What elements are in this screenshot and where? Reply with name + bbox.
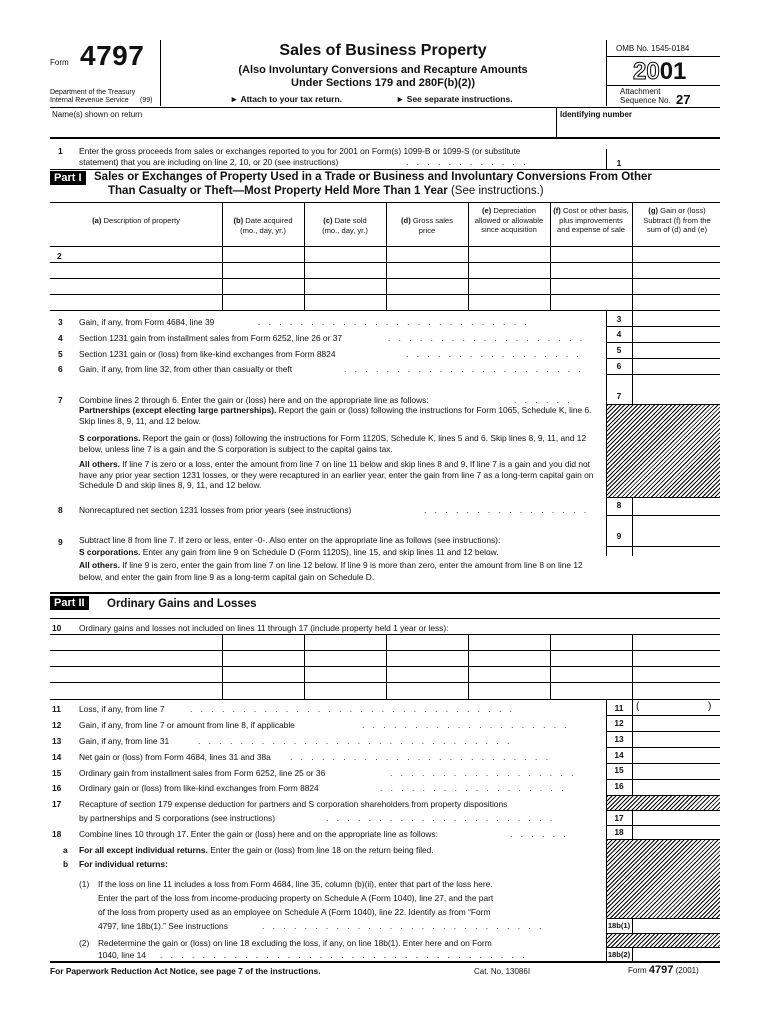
part-1-title-2-suffix: (See instructions.) — [450, 185, 544, 197]
line-13-text: Gain, if any, from line 31 — [79, 736, 170, 746]
form-label: Form — [50, 58, 69, 67]
line-17-shaded-area — [607, 796, 720, 810]
attach-instruction: ► Attach to your tax return. — [230, 94, 342, 104]
year-rule — [606, 85, 720, 86]
line-14-amount-field[interactable] — [632, 748, 720, 763]
omb-number: OMB No. 1545-0184 — [616, 44, 690, 53]
line-4-box-label: 4 — [616, 329, 622, 339]
line-1-bottom-rule — [50, 169, 720, 170]
line-8-amount-field[interactable] — [632, 498, 720, 515]
footer-form-number: 4797 — [648, 964, 674, 976]
line-6-box-label: 6 — [616, 361, 622, 371]
line-10-row-4[interactable] — [50, 699, 720, 700]
line-3-amount-field[interactable] — [632, 311, 720, 326]
part-1-title-1: Sales or Exchanges of Property Used in a Trade or Business and Involuntary Conversions From Other — [94, 171, 652, 183]
line-9-amount-field[interactable] — [632, 529, 720, 546]
catalog-number: Cat. No. 13086I — [474, 967, 531, 976]
line-18b2-text-1: Redetermine the gain or (loss) on line 18 excluding the loss, if any, on line 18b(1). Enter here and on Form — [98, 938, 492, 948]
line-18-text: Combine lines 10 through 17. Enter the gain or (loss) here and on the appropriate line as follows: — [79, 829, 438, 839]
tax-year-outline: 20 — [633, 58, 660, 85]
line-6-box-rule — [606, 374, 720, 375]
line-18b-head: For individual returns: — [79, 859, 168, 869]
line-18b2-text-2: 1040, line 14 — [98, 950, 146, 960]
line-5-amount-field[interactable] — [632, 343, 720, 358]
line-7-box-label: 7 — [616, 391, 622, 401]
line-7-all-others-text: If line 7 is zero or a loss, enter the amount from line 7 on line 11 below and skip lines 8 and 9. If line 7 is a gain and you did not have any prior year section 1231 losses, or they were recaptured in an earlier year, enter the gain from line 7 as a long-term capital gain on Schedule D and skip lines 8, 9, 11, and 12 below. — [79, 459, 594, 491]
line-16-dots: . . . . . . . . . . . . . . . . . . — [380, 783, 567, 793]
names-field[interactable] — [50, 120, 556, 137]
col-header-e: (e) Depreciation allowed or allowable since acquisition — [474, 206, 544, 234]
line-18-dots: . . . . . . — [510, 829, 569, 839]
line-7-all-others — [79, 459, 594, 491]
line-11-paren-open: ( — [636, 701, 640, 712]
form-bottom-rule — [50, 961, 720, 963]
id-label: Identifying number — [560, 110, 632, 119]
see-instructions: ► See separate instructions. — [396, 94, 513, 104]
line-16-box-label: 16 — [614, 781, 624, 791]
form-subtitle-2: Under Sections 179 and 280F(b)(2)) — [291, 77, 475, 89]
part-1-title-2-main: Than Casualty or Theft—Most Property Held More Than 1 Year — [108, 185, 448, 197]
line-18b1-text-4: 4797, line 18b(1).” See instructions — [98, 921, 228, 931]
line-7-number: 7 — [58, 395, 63, 405]
line-6-number: 6 — [58, 364, 63, 374]
line-15-box-label: 15 — [614, 765, 624, 775]
line-10-col-g — [632, 634, 633, 700]
line-7-partnerships-head: Partnerships (except electing large partnerships). — [79, 405, 277, 415]
line-2-row-1[interactable] — [50, 262, 720, 263]
line-18b1-number: (1) — [79, 879, 90, 889]
line-3-text: Gain, if any, from Form 4684, line 39 — [79, 317, 215, 327]
line-16-amount-field[interactable] — [632, 780, 720, 795]
line-10-col-e — [468, 634, 469, 700]
line-14-text: Net gain or (loss) from Form 4684, lines 31 and 38a — [79, 752, 271, 762]
line-9-s-corp-text: Enter any gain from line 9 on Schedule D (Form 1120S), line 15, and skip lines 11 and 12 below. — [142, 547, 499, 557]
line-16-number: 16 — [52, 783, 62, 793]
line-18-number: 18 — [52, 829, 62, 839]
col-header-c: (c) Date sold (mo., day, yr.) — [322, 216, 368, 235]
line-10-row-1[interactable] — [50, 650, 720, 651]
form-title: Sales of Business Property — [279, 42, 487, 59]
line-7-shaded-area — [607, 405, 720, 497]
line-18b2-box-label: 18b(2) — [607, 950, 631, 959]
line-7-dots: . . . . . . — [514, 395, 573, 405]
line-7-partnerships-text: Report the gain or (loss) following the instructions for Form 1065, Schedule K, line 6. Skip lines 8, 9, 11, and 12 below. — [79, 405, 592, 426]
line-2-row-3[interactable] — [50, 294, 720, 295]
line-11-box-label: 11 — [614, 703, 624, 713]
col-header-b: (b) Date acquired (mo., day, yr.) — [233, 216, 293, 235]
tax-year-bold: 01 — [659, 58, 687, 85]
line-10-col-b — [222, 634, 223, 700]
line-18b-letter: b — [63, 859, 69, 869]
line-5-dots: . . . . . . . . . . . . . . . . . — [406, 349, 582, 359]
line-7-s-corp-head: S corporations. — [79, 433, 141, 443]
col-header-d: (d) Gross sales price — [401, 216, 453, 235]
part-2-title-rule — [50, 618, 720, 619]
line-3-dots: . . . . . . . . . . . . . . . . . . . . . . . . . . — [258, 317, 530, 327]
col-header-g: (g) Gain or (loss) Subtract (f) from the sum of (d) and (e) — [643, 206, 711, 234]
line-13-amount-field[interactable] — [632, 732, 720, 747]
line-2-row-2[interactable] — [50, 278, 720, 279]
line-18b1-text-1: If the loss on line 11 includes a loss from Form 4684, line 35, column (b)(ii), enter that part of the loss here. — [98, 879, 493, 889]
tax-year — [633, 58, 686, 86]
id-divider — [556, 107, 557, 138]
line-9-number: 9 — [58, 537, 63, 547]
sequence-number: 27 — [676, 92, 691, 107]
line-9-box-label: 9 — [616, 531, 622, 541]
line-8-dots: . . . . . . . . . . . . . . . . — [424, 505, 590, 515]
line-7-amount-field[interactable] — [632, 389, 720, 404]
line-17-dots: . . . . . . . . . . . . . . . . . . . . . . — [326, 813, 556, 823]
line-4-text: Section 1231 gain from installment sales from Form 6252, line 26 or 37 — [79, 333, 343, 343]
part-1-bottom-rule — [50, 592, 720, 594]
line-9-all-others-text-1: If line 9 is zero, enter the gain from line 7 on line 12 below. If line 9 is more than zero, enter the amount from line 8 on line 12 — [122, 560, 583, 570]
line-18b2-shaded-area — [607, 934, 720, 947]
line-17-text-2: by partnerships and S corporations (see instructions) — [79, 813, 275, 823]
line-6-dots: . . . . . . . . . . . . . . . . . . . . . . . — [344, 364, 584, 374]
omb-rule — [606, 56, 720, 57]
line-18a-letter: a — [63, 845, 68, 855]
line-10-col-d — [386, 634, 387, 700]
line-12-amount-field[interactable] — [632, 716, 720, 731]
line-12-text: Gain, if any, from line 7 or amount from line 8, if applicable — [79, 720, 295, 730]
line-6-amount-field[interactable] — [632, 359, 720, 374]
line-18b2-number: (2) — [79, 938, 90, 948]
line-7-text: Combine lines 2 through 6. Enter the gain or (loss) here and on the appropriate line as follows: — [79, 395, 429, 405]
line-10-header-rule — [50, 634, 720, 635]
line-7-partnerships — [79, 405, 594, 426]
line-10-text: Ordinary gains and losses not included on lines 11 through 17 (include property held 1 year or less): — [79, 623, 449, 633]
line-11-number: 11 — [52, 704, 61, 714]
form-number: 4797 — [80, 40, 145, 71]
line-8-text: Nonrecaptured net section 1231 losses from prior years (see instructions) — [79, 505, 352, 515]
line-15-text: Ordinary gain from installment sales from Form 6252, line 25 or 36 — [79, 768, 326, 778]
line-7-all-others-head: All others. — [79, 459, 120, 469]
names-label: Name(s) shown on return — [52, 110, 143, 119]
line-18b1-dots: . . . . . . . . . . . . . . . . . . . . . . . . . . . — [262, 921, 545, 931]
part-1-title-2 — [108, 185, 544, 197]
line-12-dots: . . . . . . . . . . . . . . . . . . . . — [362, 720, 570, 730]
line-18b1-box-label: 18b(1) — [607, 921, 631, 930]
line-18b1-text-2: Enter the part of the loss from income-producing property on Schedule A (Form 1040), line 27, and the part — [98, 893, 494, 903]
line-5-box-label: 5 — [616, 345, 622, 355]
header-divider-right — [606, 40, 607, 106]
header-bottom-rule — [50, 107, 720, 108]
form-subtitle-1: (Also Involuntary Conversions and Recapture Amounts — [238, 64, 528, 76]
part-2-badge: Part II — [50, 596, 89, 610]
line-18-amount-field[interactable] — [632, 826, 720, 839]
line-17-text-1: Recapture of section 179 expense deduction for partners and S corporation shareholders from property dispositions — [79, 799, 508, 809]
line-2-row-4[interactable] — [50, 310, 720, 311]
line-10-row-2[interactable] — [50, 666, 720, 667]
line-15-amount-field[interactable] — [632, 764, 720, 779]
line-18-shaded-area — [607, 840, 720, 918]
line-1-dots: . . . . . . . . . . . . — [406, 157, 529, 167]
line-1-number: 1 — [58, 146, 63, 156]
part-1-title-rule — [50, 202, 720, 203]
line-9-text: Subtract line 8 from line 7. If zero or less, enter -0-. Also enter on the appropriate line as follows (see instructions): — [79, 535, 501, 545]
line-10-col-c — [304, 634, 305, 700]
line-13-dots: . . . . . . . . . . . . . . . . . . . . . . . . . . . . . . — [198, 736, 513, 746]
line-8-box-rule — [606, 515, 720, 516]
line-13-number: 13 — [52, 736, 62, 746]
line-14-box-label: 14 — [614, 750, 624, 760]
line-4-amount-field[interactable] — [632, 327, 720, 342]
id-field[interactable] — [558, 120, 720, 137]
line-18-box-label: 18 — [614, 827, 624, 837]
line-1-amount-field[interactable] — [632, 149, 720, 169]
footer-form-id — [628, 964, 699, 976]
line-13-box-label: 13 — [614, 734, 624, 744]
line-18a-head: For all except individual returns. — [79, 845, 208, 855]
part-2-title: Ordinary Gains and Losses — [107, 598, 257, 610]
col-header-a: (a) Description of property — [92, 216, 180, 225]
line-16-text: Ordinary gain or (loss) from like-kind exchanges from Form 8824 — [79, 783, 319, 793]
footer-form-word: Form — [628, 966, 647, 975]
line-18b2-amount-field[interactable] — [632, 948, 720, 961]
line-3-number: 3 — [58, 317, 63, 327]
col-header-bottom-rule — [50, 246, 720, 247]
col-header-f: (f) Cost or other basis, plus improvements and expense of sale — [553, 206, 629, 234]
line-17-box-label: 17 — [614, 813, 624, 823]
sequence-label: Sequence No. — [620, 96, 671, 105]
line-18b2-dots: . . . . . . . . . . . . . . . . . . . . . . . . . . . . . . . . . . . — [160, 950, 528, 960]
line-12-box-label: 12 — [614, 718, 624, 728]
line-9-s-corporations — [79, 547, 499, 557]
line-9-box-rule — [606, 546, 720, 547]
line-3-box-label: 3 — [616, 314, 622, 324]
line-18b1-text-3: of the loss from property used as an employee on Schedule A (Form 1040), line 22. Identify as from “Form — [98, 907, 491, 917]
line-5-text: Section 1231 gain or (loss) from like-kind exchanges from Form 8824 — [79, 349, 336, 359]
line-15-dots: . . . . . . . . . . . . . . . . . . — [390, 768, 577, 778]
line-18b1-amount-field[interactable] — [632, 919, 720, 933]
line-7-s-corporations — [79, 433, 594, 454]
line-14-number: 14 — [52, 752, 62, 762]
part-1-badge: Part I — [50, 171, 86, 185]
line-11-paren-close: ) — [708, 701, 712, 712]
line-6-text: Gain, if any, from line 32, from other than casualty or theft — [79, 364, 293, 374]
line-18a-text — [79, 845, 434, 855]
line-1-box-label: 1 — [616, 158, 622, 168]
line-9-all-others-2: below, and enter the gain from line 9 as a long-term capital gain on Schedule D. — [79, 572, 375, 582]
line-10-number: 10 — [52, 623, 62, 633]
line-17-amount-field[interactable] — [632, 811, 720, 825]
line-11-dots: . . . . . . . . . . . . . . . . . . . . . . . . . . . . . . . — [190, 704, 515, 714]
line-9-s-corp-head: S corporations. — [79, 547, 141, 557]
line-11-text: Loss, if any, from line 7 — [79, 704, 165, 714]
paperwork-notice: For Paperwork Reduction Act Notice, see page 7 of the instructions. — [50, 966, 321, 976]
line-10-row-3[interactable] — [50, 682, 720, 683]
line-8-number: 8 — [58, 505, 63, 515]
line-4-number: 4 — [58, 333, 63, 343]
line-8-box-label: 8 — [616, 500, 622, 510]
line-10-col-f — [550, 634, 551, 700]
footer-year: (2001) — [675, 966, 699, 975]
line-4-dots: . . . . . . . . . . . . . . . . . . . — [388, 333, 586, 343]
line-9-all-others-head: All others. — [79, 560, 120, 570]
line-18a-body: Enter the gain or (loss) from line 18 on the return being filed. — [210, 845, 434, 855]
line-15-number: 15 — [52, 768, 62, 778]
line-2-number: 2 — [57, 251, 62, 261]
dept-code: (99) — [140, 97, 153, 104]
line-5-number: 5 — [58, 349, 63, 359]
line-7-s-corp-text: Report the gain or (loss) following the instructions for Form 1120S, Schedule K, lines 5 and 6. Skip lines 8, 9, 11, and 12 below, unless line 7 is a gain and the S corporation is subject to the capital gains tax. — [79, 433, 587, 454]
line-9-all-others-1 — [79, 560, 583, 570]
dept-treasury: Department of the Treasury — [50, 89, 136, 96]
line-11-amount-field[interactable] — [642, 700, 706, 715]
dept-irs: Internal Revenue Service — [50, 97, 129, 104]
names-bottom-rule — [50, 137, 720, 139]
line-1-text-b: statement) that you are including on line 2, 10, or 20 (see instructions) — [79, 157, 339, 167]
attachment-label: Attachment — [620, 87, 661, 96]
line-1-text-a: Enter the gross proceeds from sales or exchanges reported to you for 2001 on Form(s) 1099-B or 1099-S (or substitute — [79, 146, 521, 156]
line-17-number: 17 — [52, 799, 62, 809]
line-12-number: 12 — [52, 720, 62, 730]
line-14-dots: . . . . . . . . . . . . . . . . . . . . . . . . . — [290, 752, 552, 762]
